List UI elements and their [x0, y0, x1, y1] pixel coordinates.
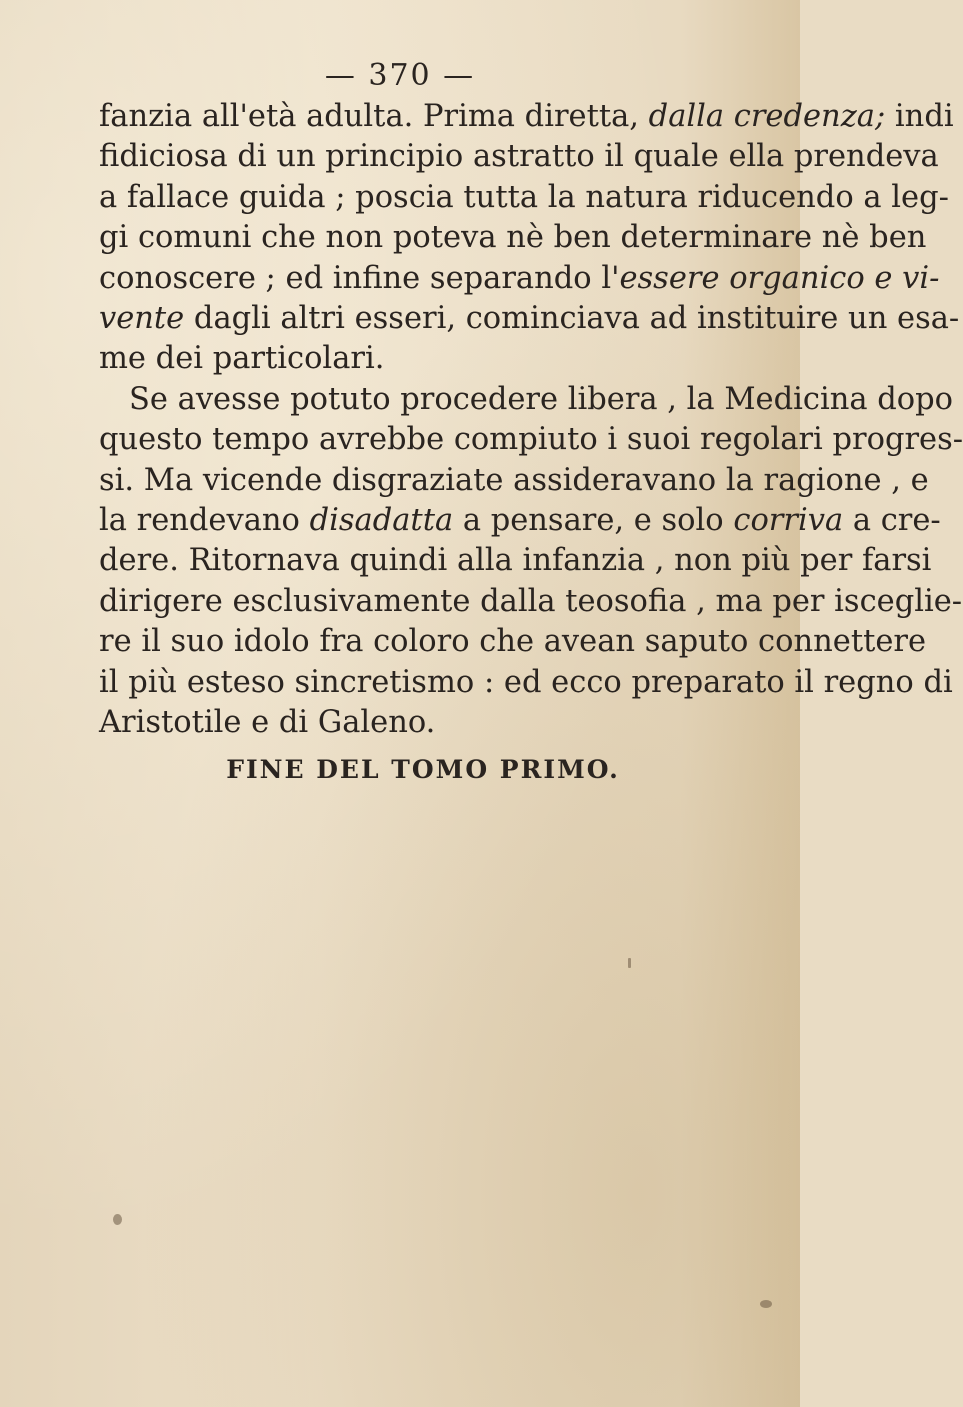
text-line: la rendevano disadatta a pensare, e solo corriva a cre- [99, 503, 941, 539]
text-line: me dei particolari. [99, 341, 385, 377]
text-line: il più esteso sincretismo : ed ecco preparato il regno di [99, 664, 953, 700]
text-line: Se avesse potuto procedere libera , la Medicina dopo [129, 381, 954, 417]
ink-speck [113, 1214, 122, 1225]
paragraph-1 [99, 97, 960, 380]
text-line: fanzia all'età adulta. Prima diretta, dalla credenza; indi [99, 99, 954, 134]
text-line: gi comuni che non poteva nè ben determinare nè ben [99, 220, 927, 256]
text-line: re il suo idolo fra coloro che avean saputo connettere [99, 624, 927, 660]
colophon: FINE DEL TOMO PRIMO. [226, 755, 620, 784]
text-line: dirigere esclusivamente dalla teosofia , ma per isceglie- [99, 583, 963, 619]
text-line: a fallace guida ; poscia tutta la natura riducendo a leg- [99, 179, 949, 215]
text-line: Aristotile e di Galeno. [99, 705, 436, 741]
paragraph-2 [99, 380, 963, 744]
text-line: conoscere ; ed infine separando l'essere organico e vi- [99, 260, 940, 296]
text-line: vente dagli altri esseri, cominciava ad instituire un esa- [99, 301, 960, 337]
ink-speck [628, 958, 631, 968]
text-line: fidiciosa di un principio astratto il quale ella prendeva [99, 139, 939, 175]
text-line: questo tempo avrebbe compiuto i suoi regolari progres- [99, 422, 963, 458]
text-line: dere. Ritornava quindi alla infanzia , non più per farsi [99, 543, 932, 579]
page-number: — 370 — [324, 58, 476, 93]
text-line: si. Ma vicende disgraziate assideravano la ragione , e [99, 462, 929, 498]
body-text [99, 97, 963, 744]
ink-speck [760, 1300, 772, 1308]
